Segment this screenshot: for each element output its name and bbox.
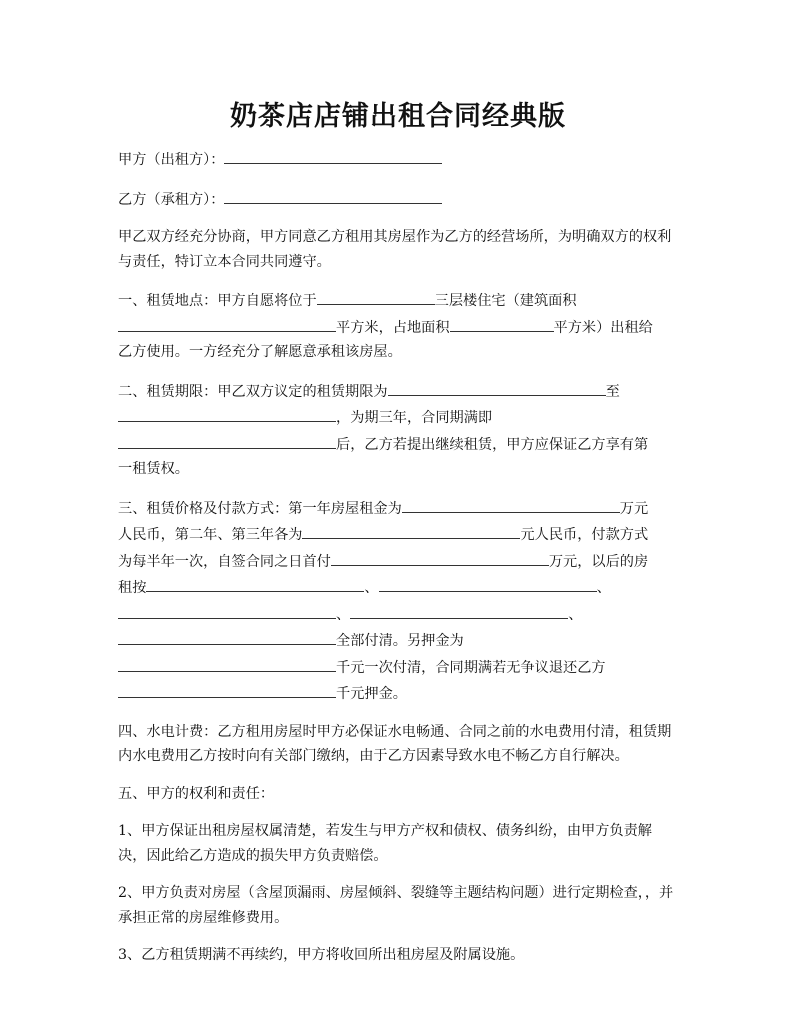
s3-text-j: 、 [336, 606, 351, 623]
installment-blank-3[interactable] [118, 601, 336, 619]
s3-text-l: 全部付清。另押金为 [336, 633, 464, 649]
section-5-heading: 五、甲方的权利和责任： [118, 785, 275, 802]
s3-text-m: 千元一次付清，合同期满若无争议退还乙方 [336, 659, 606, 676]
first-payment-blank[interactable] [331, 548, 549, 566]
section-1 [118, 287, 680, 365]
section-5-item-3: 3、乙方租赁期满不再续约，甲方将收回所出租房屋及附属设施。 [118, 947, 525, 963]
installment-blank-5[interactable] [118, 627, 336, 645]
s2-text-e: 一租赁权。 [118, 461, 189, 477]
party-a-blank[interactable] [224, 146, 442, 164]
lease-start-blank[interactable] [388, 378, 606, 396]
s2-text-d: 后，乙方若提出继续租赁，甲方应保证乙方享有第 [336, 436, 649, 453]
party-b-label: 乙方（承租方）： [118, 191, 225, 208]
installment-blank-4[interactable] [350, 601, 568, 619]
location-blank[interactable] [317, 287, 435, 305]
deposit-refund-blank[interactable] [118, 680, 336, 698]
s1-text-b: 三层楼住宅（建筑面积 [434, 293, 577, 309]
land-area-blank[interactable] [450, 314, 554, 332]
s3-text-c: 人民币，第二年、第三年各为 [118, 527, 303, 543]
s3-text-n: 千元押金。 [336, 686, 407, 702]
section-5-item-2: 2、甲方负责对房屋（含屋顶漏雨、房屋倾斜、裂缝等主题结构问题）进行定期检查，，并承担正常的房屋维修费用。 [118, 885, 674, 926]
s3-text-d: 元人民币，付款方式 [520, 527, 649, 543]
s1-text-c: 平方米，占地面积 [336, 319, 450, 336]
s2-text-c: ，为期三年，合同期满即 [336, 410, 493, 426]
s1-text-d: 平方米）出租给 [553, 319, 653, 336]
section-3 [118, 495, 680, 707]
s1-text-a: 一、租赁地点：甲方自愿将位于 [118, 293, 317, 309]
installment-blank-1[interactable] [146, 574, 364, 592]
intro-paragraph: 甲乙双方经充分协商，甲方同意乙方租用其房屋作为乙方的经营场所，为明确双方的权利与责任，特订立本合同共同遵守。 [118, 229, 672, 270]
later-rent-blank[interactable] [302, 521, 520, 539]
party-a-line [118, 146, 680, 173]
document-title: 奶茶店店铺出租合同经典版 [230, 101, 566, 132]
section-4: 四、水电计费：乙方租用房屋时甲方必保证水电畅通、合同之前的水电费用付清，租赁期内水电费用乙方按时向有关部门缴纳，由于乙方因素导致水电不畅乙方自行解决。 [118, 723, 672, 764]
party-a-label: 甲方（出租方）： [118, 152, 225, 168]
party-b-line [118, 186, 680, 213]
s3-text-a: 三、租赁价格及付款方式：第一年房屋租金为 [118, 500, 402, 517]
s3-text-b: 万元 [619, 500, 649, 517]
expiry-blank[interactable] [118, 431, 336, 449]
lease-end-blank[interactable] [118, 404, 336, 422]
first-year-rent-blank[interactable] [402, 495, 620, 513]
deposit-blank[interactable] [118, 654, 336, 672]
s2-text-b: 至 [605, 383, 620, 400]
s3-text-f: 万元，以后的房 [548, 553, 649, 570]
section-5-item-1: 1、甲方保证出租房屋权属清楚，若发生与甲方产权和债权、债务纠纷，由甲方负责解决，因此给乙方造成的损失甲方负责赔偿。 [118, 823, 652, 864]
party-b-blank[interactable] [224, 186, 442, 204]
s3-text-i: 、 [596, 580, 611, 596]
building-area-blank[interactable] [118, 314, 336, 332]
section-2 [118, 378, 680, 482]
s2-text-a: 二、租赁期限：甲乙双方议定的租赁期限为 [118, 383, 388, 400]
s3-text-k: 、 [568, 606, 583, 623]
installment-blank-2[interactable] [379, 574, 597, 592]
s3-text-h: 、 [364, 580, 379, 596]
document-body [118, 146, 680, 981]
s1-text-e: 乙方使用。一方经充分了解愿意承租该房屋。 [118, 344, 402, 360]
s3-text-g: 租按 [118, 580, 147, 596]
s3-text-e: 为每半年一次，自签合同之日首付 [118, 553, 331, 570]
